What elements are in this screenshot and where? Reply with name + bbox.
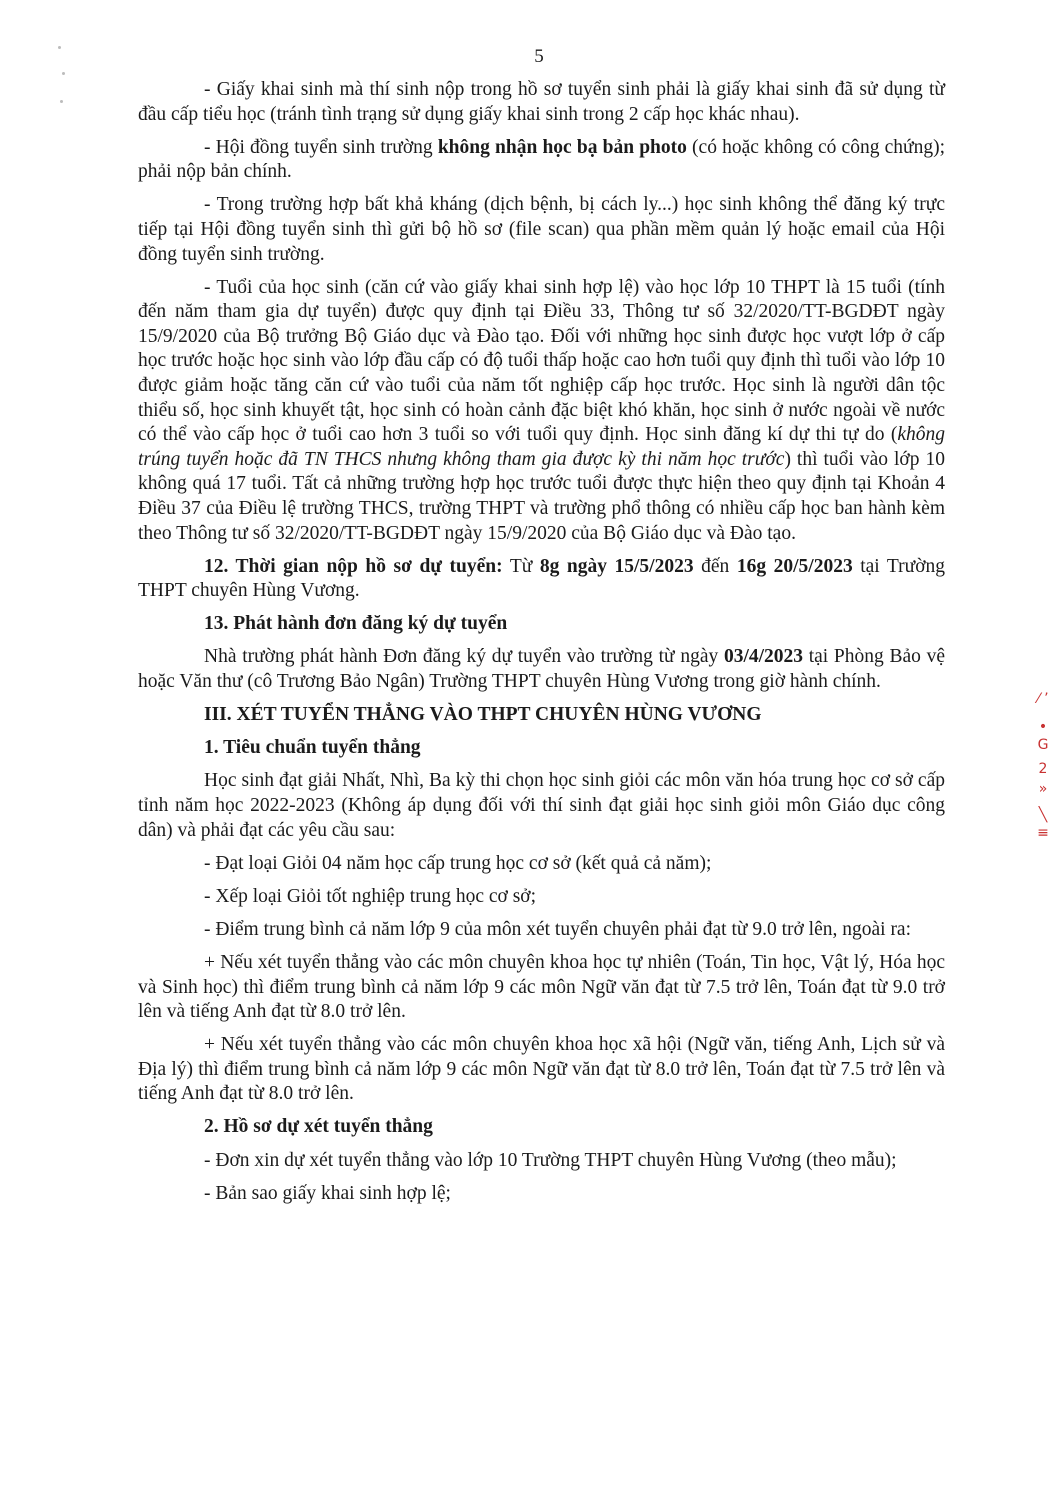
paragraph-criteria-1 [138, 852, 945, 877]
text-run: 1. Tiêu chuẩn tuyển thẳng [204, 737, 421, 759]
stamp-glyph: » [1038, 781, 1048, 797]
text-run: 03/4/2023 [723, 646, 804, 668]
text-run: Từ [502, 555, 540, 577]
text-run: không nhận học bạ bản photo [437, 136, 687, 158]
paragraph-criteria-intro [138, 769, 945, 843]
scan-speck [60, 100, 63, 103]
text-run: 8g ngày 15/5/2023 [539, 555, 694, 577]
paragraph-dossier-heading [138, 1115, 945, 1140]
text-run: tại Trường THPT chuyên Hùng Vương. [138, 555, 946, 602]
paragraph-section-13-body [138, 645, 945, 694]
text-run: - Giấy khai sinh mà thí sinh nộp trong hồ sơ tuyển sinh phải là giấy khai sinh đã sử dụng từ đầu cấp tiểu học (tránh tình trạng sử dụng giấy khai sinh trong 2 cấp học khác nhau). [138, 79, 945, 125]
text-run: đến [693, 555, 737, 577]
stamp-glyph: ≡ [1037, 825, 1049, 841]
text-run: Nhà trường phát hành Đơn đăng ký dự tuyển vào trường từ ngày [204, 646, 724, 668]
text-run: ) thì tuổi vào lớp 10 không quá 17 tuổi. Tất cả những trường hợp học trước tuổi được thực hiện theo quy định tại Khoản 4 Điều 37 của Điều lệ trường THCS, trường THPT và trường phổ thông có nhiều cấp học ban hành kèm theo Thông tư số 32/2020/TT-BGDĐT ngày 15/9/2020 của Bộ Giáo dục và Đào tạo. [138, 448, 945, 544]
text-run: - Trong trường hợp bất khả kháng (dịch bệnh, bị cách ly...) học sinh không thể đăng ký trực tiếp tại Hội đồng tuyển sinh thì gửi bộ hồ sơ (file scan) qua phần mềm quản lý hoặc email của Hội đồng tuyển sinh trường. [138, 194, 945, 265]
text-run: 13. Phát hành đơn đăng ký dự tuyển [204, 613, 508, 635]
paragraph-transcript-rule [138, 136, 945, 185]
text-run: không trúng tuyển hoặc đã TN THCS nhưng không tham gia được kỳ thi năm học trước [138, 424, 945, 470]
text-run: - Điểm trung bình cả năm lớp 9 của môn xét tuyển chuyên phải đạt từ 9.0 trở lên, ngoài ra: [204, 918, 912, 940]
text-run: 12. Thời gian nộp hồ sơ dự tuyển: [204, 555, 503, 577]
paragraph-criteria-natural [138, 951, 945, 1025]
paragraph-dossier-1 [138, 1149, 945, 1174]
scan-speck [58, 46, 61, 49]
text-run: - Hội đồng tuyển sinh trường [204, 136, 438, 158]
stamp-glyph: 2 [1038, 761, 1048, 777]
paragraph-part-iii-heading [138, 703, 945, 728]
paragraph-criteria-2 [138, 885, 945, 910]
text-run: tại Phòng Bảo vệ hoặc Văn thư (cô Trương Bảo Ngân) Trường THPT chuyên Hùng Vương trong giờ hành chính. [138, 646, 945, 693]
text-run: (có hoặc không có công chứng); phải nộp bản chính. [138, 136, 945, 183]
text-run: Học sinh đạt giải Nhất, Nhì, Ba kỳ thi chọn học sinh giỏi các môn văn hóa trung học cơ sở cấp tỉnh năm học 2022-2023 (Không áp dụng đối với thí sinh đạt giải học sinh giỏi môn Giáo dục công dân) và phải đạt các yêu cầu sau: [138, 770, 945, 841]
paragraph-criteria-3 [138, 918, 945, 943]
paragraph-section-13-heading [138, 612, 945, 637]
scan-speck [62, 72, 65, 75]
paragraph-criteria-social [138, 1033, 945, 1107]
text-run: - Tuổi của học sinh (căn cứ vào giấy khai sinh hợp lệ) vào học lớp 10 THPT là 15 tuổi (tính đến năm tham gia dự tuyển) được quy định tại Điều 33, Thông tư số 32/2020/TT-BGDĐT ngày 15/9/2020 của Bộ trưởng Bộ Giáo dục và Đào tạo. Đối với những học sinh được học vượt lớp ở cấp học trước hoặc học sinh vào lớp đầu cấp có độ tuổi thấp hoặc cao hơn tuổi quy định thì tuổi vào lớp 10 được giảm hoặc tăng căn cứ vào tuổi của năm tốt nghiệp cấp học trước. Học sinh là người dân tộc thiểu số, học sinh khuyết tật, học sinh có hoàn cảnh đặc biệt khó khăn, học sinh ở nước ngoài về nước có thể vào cấp học ở tuổi cao hơn 3 tuổi so với tuổi quy định. Học sinh đăng kí dự thi tự do ( [138, 276, 945, 446]
paragraph-age-rule [138, 276, 945, 547]
stamp-glyph: ╲ [1038, 807, 1048, 823]
text-run: III. XÉT TUYỂN THẲNG VÀO THPT CHUYÊN HÙNG VƯƠNG [204, 704, 762, 726]
text-run: - Đạt loại Giỏi 04 năm học cấp trung học cơ sở (kết quả cả năm); [204, 852, 712, 874]
text-run: - Bản sao giấy khai sinh hợp lệ; [204, 1182, 451, 1204]
paragraph-criteria-heading [138, 736, 945, 761]
paragraph-force-majeure-rule [138, 193, 945, 267]
text-run: - Xếp loại Giỏi tốt nghiệp trung học cơ sở; [204, 885, 537, 907]
paragraph-birth-cert-rule [138, 78, 945, 127]
document-body [138, 78, 945, 1215]
paragraph-dossier-2 [138, 1182, 945, 1207]
text-run: 16g 20/5/2023 [736, 555, 853, 577]
text-run: - Đơn xin dự xét tuyển thẳng vào lớp 10 Trường THPT chuyên Hùng Vương (theo mẫu); [204, 1149, 897, 1171]
text-run: 2. Hồ sơ dự xét tuyển thẳng [204, 1116, 433, 1138]
text-run: + Nếu xét tuyển thẳng vào các môn chuyên khoa học tự nhiên (Toán, Tin học, Vật lý, Hóa học và Sinh học) thì điểm trung bình cả năm lớp 9 các môn Ngữ văn đạt từ 7.5 trở lên, Toán đạt từ 9.0 trở lên và tiếng Anh đạt từ 8.0 trở lên. [138, 951, 945, 1023]
stamp-glyph: G [1037, 737, 1049, 753]
page-number: 5 [534, 46, 544, 67]
paragraph-section-12 [138, 555, 945, 604]
text-run: + Nếu xét tuyển thẳng vào các môn chuyên khoa học xã hội (Ngữ văn, tiếng Anh, Lịch sử và Địa lý) thì điểm trung bình cả năm lớp 9 các môn Ngữ văn đạt từ 8.0 trở lên, Toán đạt từ 7.5 trở lên và tiếng Anh đạt từ 8.0 trở lên. [138, 1034, 945, 1105]
stamp-glyph: ⁄ ’ [1037, 691, 1049, 707]
stamp-glyph: • [1038, 719, 1048, 735]
